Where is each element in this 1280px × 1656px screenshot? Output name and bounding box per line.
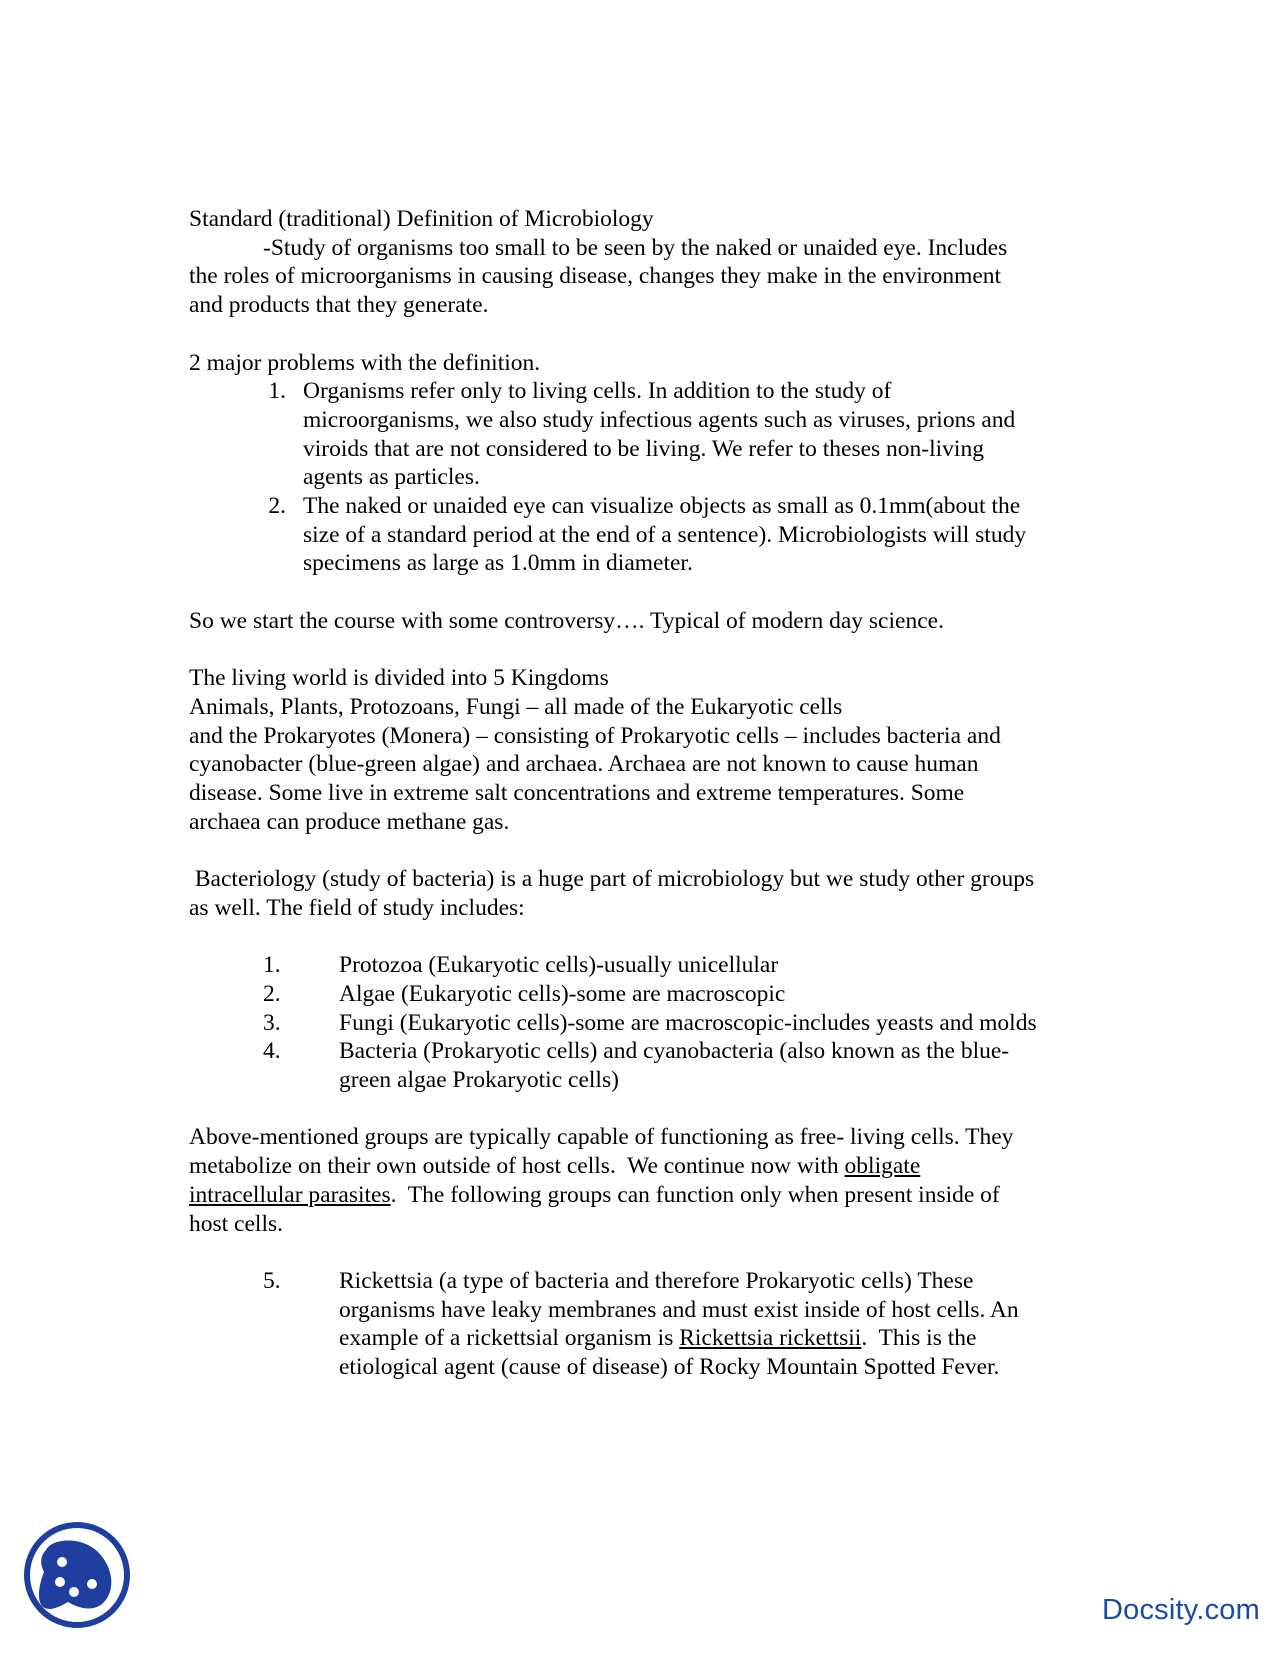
group-number: 3. [263, 1009, 281, 1036]
kingdoms-line: archaea can produce methane gas. [189, 808, 510, 835]
group-text: Fungi (Eukaryotic cells)-some are macroscopic-includes yeasts and molds [339, 1009, 1037, 1036]
group-item [189, 951, 1099, 980]
problems-heading: 2 major problems with the definition. [189, 349, 541, 376]
problem-item [189, 492, 1099, 521]
group-text: green algae Prokaryotic cells) [339, 1067, 619, 1094]
problem-number: 2. [268, 493, 286, 520]
problem-number: 1. [268, 378, 286, 405]
above-line: host cells. [189, 1210, 283, 1237]
rickettsia-text-pre: example of a rickettsial organism is [339, 1325, 680, 1352]
docsity-logo-icon [22, 1520, 132, 1630]
group-text: Algae (Eukaryotic cells)-some are macroscopic [339, 980, 786, 1007]
group-number: 2. [263, 980, 281, 1007]
problem-text: viroids that are not considered to be living. We refer to theses non-living [303, 435, 984, 462]
definition-line: -Study of organisms too small to be seen by the naked or unaided eye. Includes [263, 234, 1008, 261]
group-number: 4. [263, 1038, 281, 1065]
above-line: Above-mentioned groups are typically capable of functioning as free- living cells. They [189, 1124, 1014, 1151]
bacteriology-line: Bacteriology (study of bacteria) is a huge part of microbiology but we study other groups [189, 866, 1035, 893]
rickettsia-item [189, 1267, 1099, 1296]
kingdoms-line: The living world is divided into 5 Kingdoms [189, 665, 609, 692]
group-text: Bacteria (Prokaryotic cells) and cyanobacteria (also known as the blue- [339, 1038, 1010, 1065]
above-text: metabolize on their own outside of host cells. We continue now with [189, 1153, 845, 1180]
rickettsia-text: Rickettsia (a type of bacteria and therefore Prokaryotic cells) These [339, 1267, 974, 1294]
problem-item [189, 377, 1099, 406]
rickettsia-text-post: . This is the [861, 1325, 977, 1352]
kingdoms-line: and the Prokaryotes (Monera) – consisting of Prokaryotic cells – includes bacteria and [189, 722, 1001, 749]
group-item [189, 980, 1099, 1009]
above-text: . The following groups can function only when present inside of [390, 1181, 1000, 1208]
problem-text: The naked or unaided eye can visualize objects as small as 0.1mm(about the [303, 493, 1021, 520]
intracellular-parasites-term: intracellular parasites [189, 1181, 391, 1208]
rickettsia-number: 5. [263, 1267, 281, 1294]
group-number: 1. [263, 952, 281, 979]
docsity-brand-link[interactable]: Docsity.com [1102, 1594, 1260, 1626]
group-text: Protozoa (Eukaryotic cells)-usually unicellular [339, 952, 779, 979]
document-body [189, 205, 1099, 1382]
problem-text: agents as particles. [303, 464, 480, 491]
problem-text: size of a standard period at the end of a sentence). Microbiologists will study [303, 521, 1027, 548]
above-line [189, 1152, 1099, 1181]
obligate-term: obligate [844, 1153, 921, 1180]
kingdoms-line: Animals, Plants, Protozoans, Fungi – all made of the Eukaryotic cells [189, 693, 843, 720]
kingdoms-line: disease. Some live in extreme salt concentrations and extreme temperatures. Some [189, 780, 965, 807]
kingdoms-line: cyanobacter (blue-green algae) and archaea. Archaea are not known to cause human [189, 751, 979, 778]
section-title: Standard (traditional) Definition of Microbiology [189, 206, 654, 232]
rickettsia-text: organisms have leaky membranes and must exist inside of host cells. An [339, 1296, 1019, 1323]
controversy-line: So we start the course with some controversy…. Typical of modern day science. [189, 607, 944, 634]
definition-line: and products that they generate. [189, 292, 489, 319]
rickettsia-rickettsii-term: Rickettsia rickettsii [679, 1325, 862, 1352]
rickettsia-text: etiological agent (cause of disease) of Rocky Mountain Spotted Fever. [339, 1354, 1000, 1381]
above-line [189, 1181, 1099, 1210]
rickettsia-text [189, 1324, 1099, 1353]
bacteriology-line: as well. The field of study includes: [189, 894, 525, 921]
group-item [189, 1037, 1099, 1066]
problem-text: microorganisms, we also study infectious agents such as viruses, prions and [303, 406, 1016, 433]
group-item [189, 1009, 1099, 1038]
problem-text: Organisms refer only to living cells. In addition to the study of [303, 378, 892, 405]
definition-line: the roles of microorganisms in causing disease, changes they make in the environment [189, 263, 1002, 290]
problem-text: specimens as large as 1.0mm in diameter. [303, 550, 693, 577]
